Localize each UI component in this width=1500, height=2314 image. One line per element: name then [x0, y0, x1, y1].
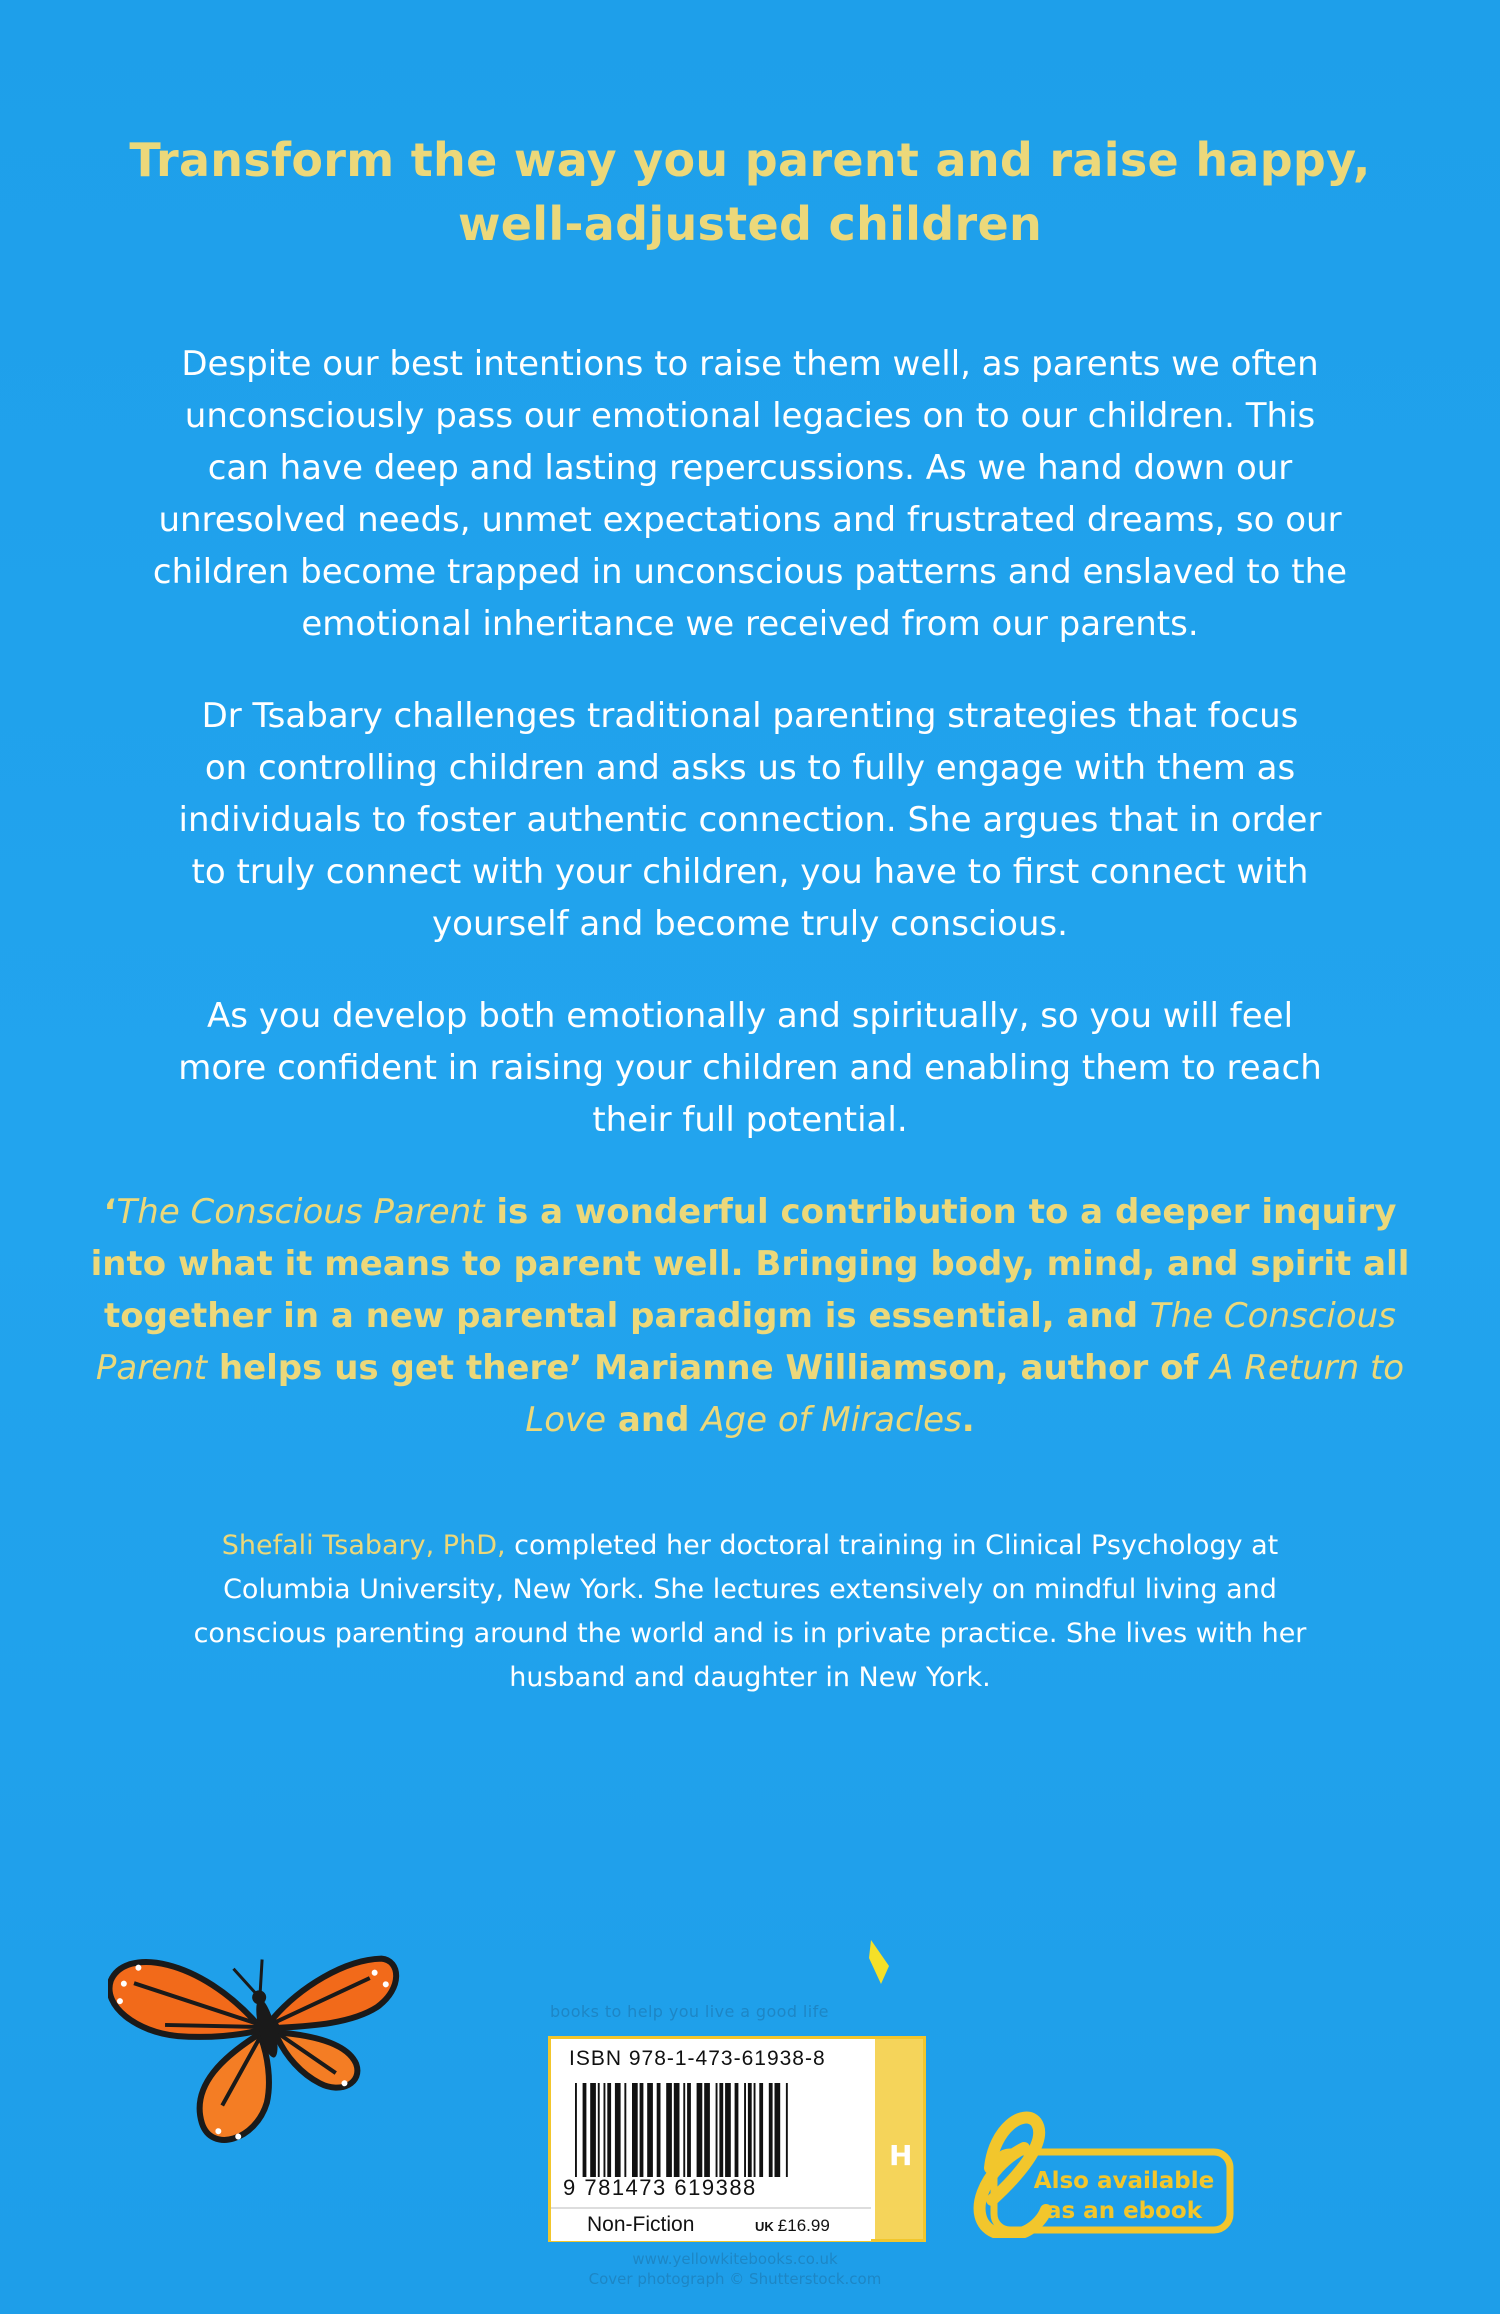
barcode-bar — [744, 2083, 746, 2177]
barcode-bar — [575, 2083, 577, 2177]
blurb-line: Despite our best intentions to raise them well, as parents we often — [181, 344, 1319, 384]
blurb-line: their full potential. — [592, 1100, 908, 1140]
quote-text: into what it means to parent well. Bringing body, mind, and spirit all — [90, 1244, 1410, 1284]
book-title-italic: A Return to — [1210, 1348, 1405, 1388]
barcode-bar — [748, 2083, 752, 2177]
barcode-bar — [704, 2083, 710, 2177]
barcode-bar — [759, 2083, 763, 2177]
barcode-bar — [624, 2083, 626, 2177]
blurb-line: Dr Tsabary challenges traditional parenting strategies that focus — [201, 696, 1299, 736]
barcode-bar — [754, 2083, 756, 2177]
quote-line-1 — [70, 1186, 1430, 1238]
bio-line-4: husband and daughter in New York. — [509, 1662, 991, 1693]
genre-label: Non-Fiction — [587, 2213, 695, 2236]
book-title-italic: Parent — [95, 1348, 208, 1388]
quote-text: is a wonderful contribution to a deeper inquiry — [484, 1192, 1397, 1232]
cover-photo-credit: Cover photograph © Shutterstock.com — [588, 2270, 882, 2288]
blurb-line: on controlling children and asks us to fully engage with them as — [204, 748, 1296, 788]
price-value: £16.99 — [777, 2216, 830, 2235]
genre-price-row — [551, 2207, 871, 2241]
publisher-logo-letter: H — [889, 2139, 913, 2172]
quote-line-4 — [70, 1342, 1430, 1394]
barcode-bar — [674, 2083, 680, 2177]
barcode-bar — [725, 2083, 731, 2177]
barcode-bar — [687, 2083, 691, 2177]
butterfly-illustration — [108, 1905, 420, 2145]
blurb-line: yourself and become truly conscious. — [432, 904, 1068, 944]
barcode-bar — [657, 2083, 661, 2177]
yellow-kite-icon — [867, 1938, 893, 1986]
bio-line-2: Columbia University, New York. She lectures extensively on mindful living and — [223, 1574, 1277, 1605]
barcode-bar — [719, 2083, 723, 2177]
book-title-italic: The Conscious Parent — [116, 1192, 485, 1232]
barcode-bar — [583, 2083, 587, 2177]
quote-line-3 — [70, 1290, 1430, 1342]
quote-line-5 — [70, 1394, 1430, 1446]
author-name: Shefali Tsabary, PhD, — [221, 1530, 506, 1561]
price-region: UK — [755, 2219, 774, 2234]
headline — [80, 128, 1420, 256]
blurb-line: children become trapped in unconscious patterns and enslaved to the — [152, 552, 1348, 592]
headline-line-2: well-adjusted children — [457, 197, 1043, 251]
barcode-bar — [786, 2083, 788, 2177]
barcode-bar — [775, 2083, 781, 2177]
barcode-bar — [683, 2083, 685, 2177]
barcode-digits: 9 781473 619388 — [563, 2175, 757, 2200]
barcode-bar — [666, 2083, 672, 2177]
blurb-line: unconsciously pass our emotional legacies on to our children. This — [184, 396, 1316, 436]
bio-text: completed her doctoral training in Clinical Psychology at — [505, 1530, 1279, 1561]
quote-text: and — [606, 1400, 702, 1440]
blurb-line: As you develop both emotionally and spiritually, so you will feel — [206, 996, 1294, 1036]
quote-line-2 — [70, 1238, 1430, 1290]
publisher-logo-strip — [875, 2039, 923, 2239]
barcode-panel — [548, 2036, 926, 2242]
barcode-bar — [604, 2083, 606, 2177]
publisher-tagline: books to help you live a good life — [550, 2002, 829, 2021]
bio-line-1 — [90, 1524, 1410, 1568]
ebook-line-1: Also available — [1033, 2168, 1215, 2194]
publisher-website: www.yellowkitebooks.co.uk — [632, 2250, 838, 2268]
quote-text: together in a new parental paradigm is essential, and — [104, 1296, 1150, 1336]
ebook-line-2: as an ebook — [1045, 2198, 1203, 2224]
book-title-italic: Love — [525, 1400, 607, 1440]
barcode-bar — [598, 2083, 600, 2177]
quote-text: helps us get there’ Marianne Williamson, author of — [207, 1348, 1211, 1388]
isbn-label: ISBN 978-1-473-61938-8 — [569, 2047, 826, 2070]
bio-line-3: conscious parenting around the world and is in private practice. She lives with her — [193, 1618, 1307, 1649]
quote-text: . — [961, 1400, 975, 1440]
book-title-italic: Age of Miracles — [701, 1400, 962, 1440]
barcode-bar — [716, 2083, 718, 2177]
author-bio — [90, 1524, 1410, 1700]
blurb-line: to truly connect with your children, you have to first connect with — [191, 852, 1309, 892]
barcode-bar — [735, 2083, 739, 2177]
barcode-bar — [640, 2083, 644, 2177]
blurb-line: individuals to foster authentic connection. She argues that in order — [178, 800, 1322, 840]
quote-open-mark: ‘ — [103, 1192, 117, 1232]
barcode-bar — [632, 2083, 638, 2177]
blurb-paragraph-1 — [70, 338, 1430, 650]
barcode-bars — [573, 2083, 859, 2177]
book-title-italic: The Conscious — [1149, 1296, 1396, 1336]
barcode-bar — [769, 2083, 773, 2177]
barcode-bar — [647, 2083, 653, 2177]
barcode-bar — [607, 2083, 611, 2177]
blurb-line: more confident in raising your children and enabling them to reach — [178, 1048, 1322, 1088]
price-label — [755, 2216, 830, 2236]
blurb-line: emotional inheritance we received from our parents. — [301, 604, 1199, 644]
barcode-bar — [590, 2083, 596, 2177]
endorsement-quote — [70, 1186, 1430, 1446]
blurb-line: can have deep and lasting repercussions. As we hand down our — [207, 448, 1293, 488]
blurb-paragraph-2 — [70, 690, 1430, 950]
blurb-paragraph-3 — [70, 990, 1430, 1146]
barcode-bar — [697, 2083, 703, 2177]
ebook-badge — [954, 2108, 1238, 2238]
ebook-text — [1014, 2166, 1234, 2226]
barcode-bar — [615, 2083, 621, 2177]
blurb-line: unresolved needs, unmet expectations and frustrated dreams, so our — [158, 500, 1342, 540]
headline-line-1: Transform the way you parent and raise happy, — [129, 133, 1371, 187]
